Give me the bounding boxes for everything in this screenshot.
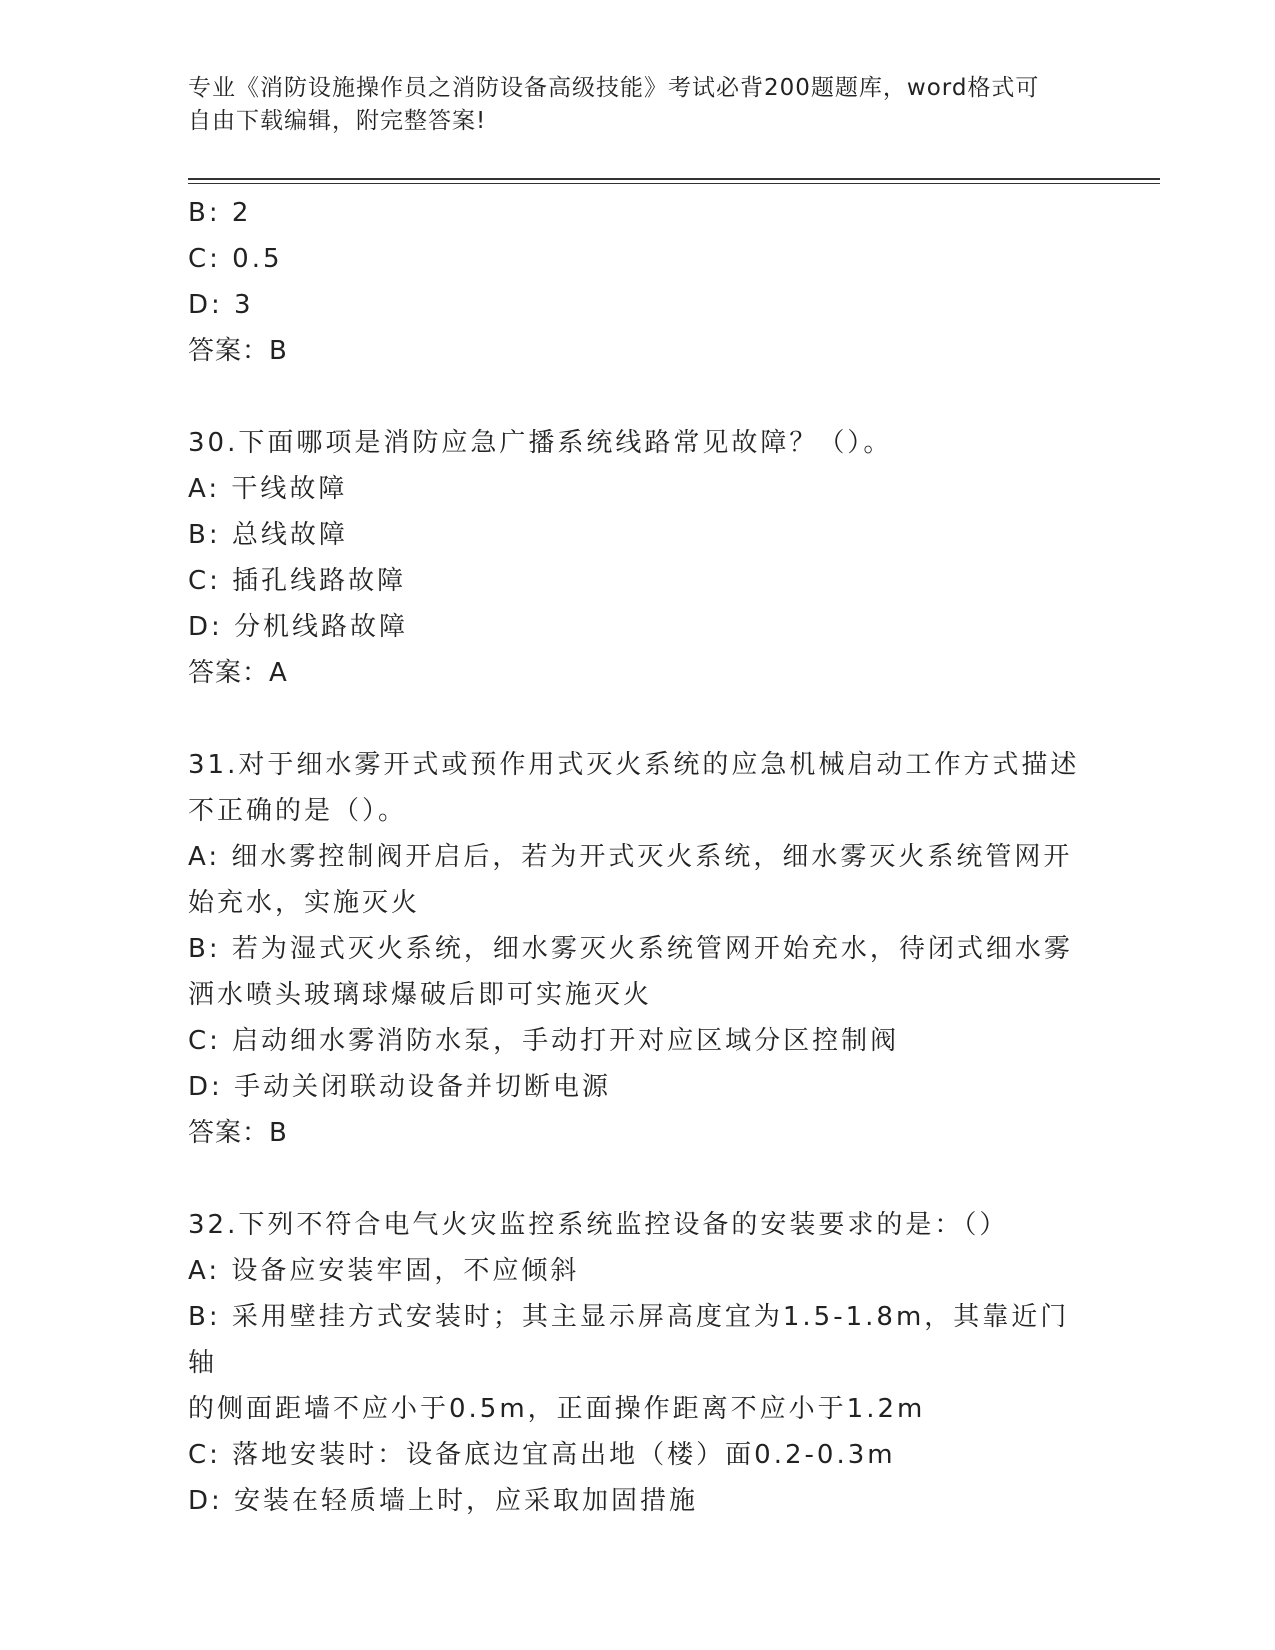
- carryover-block: [188, 190, 1088, 374]
- option-d: D: 手动关闭联动设备并切断电源: [188, 1072, 612, 1102]
- option-a-line-1: A: 细水雾控制阀开启后，若为开式灭火系统，细水雾灭火系统管网开: [188, 842, 1073, 872]
- question-stem-line-1: 31.对于细水雾开式或预作用式灭火系统的应急机械启动工作方式描述: [188, 750, 1080, 780]
- question-stem: 32.下列不符合电气火灾监控系统监控设备的安装要求的是：（）: [188, 1210, 1009, 1240]
- option-a-line-2: 始充水，实施灭火: [188, 888, 421, 918]
- option-a: A: 干线故障: [188, 474, 348, 504]
- option-c: C: 落地安装时：设备底边宜高出地（楼）面0.2-0.3m: [188, 1440, 896, 1470]
- option-d: D: 安装在轻质墙上时，应采取加固措施: [188, 1486, 699, 1516]
- header-line-1: 专业《消防设施操作员之消防设备高级技能》考试必背200题题库，word格式可: [188, 75, 1040, 101]
- document-header: [188, 72, 1068, 138]
- spacer: [188, 696, 1088, 742]
- answer-line: 答案：A: [188, 658, 288, 688]
- header-rule-thin: [188, 183, 1160, 184]
- spacer: [188, 1156, 1088, 1202]
- question-32: [188, 1202, 1088, 1524]
- header-line-2: 自由下载编辑，附完整答案!: [188, 108, 487, 134]
- answer-line: 答案：B: [188, 336, 288, 366]
- option-d: D: 分机线路故障: [188, 612, 409, 642]
- option-c: C: 0.5: [188, 244, 283, 274]
- option-b-line-2: 洒水喷头玻璃球爆破后即可实施灭火: [188, 980, 653, 1010]
- answer-line: 答案：B: [188, 1118, 288, 1148]
- question-stem-line-2: 不正确的是（）。: [188, 796, 408, 826]
- option-c: C: 插孔线路故障: [188, 566, 407, 596]
- spacer: [188, 374, 1088, 420]
- option-b: B: 2: [188, 198, 252, 228]
- header-rule-thick: [188, 178, 1160, 180]
- option-a: A: 设备应安装牢固，不应倾斜: [188, 1256, 580, 1286]
- option-b-line-1: B: 若为湿式灭火系统，细水雾灭火系统管网开始充水，待闭式细水雾: [188, 934, 1073, 964]
- option-c: C: 启动细水雾消防水泵，手动打开对应区域分区控制阀: [188, 1026, 900, 1056]
- option-b: B: 总线故障: [188, 520, 348, 550]
- option-d: D: 3: [188, 290, 254, 320]
- option-b-line-1: B: 采用壁挂方式安装时；其主显示屏高度宜为1.5-1.8m，其靠近门轴: [188, 1302, 1070, 1378]
- question-31: [188, 742, 1088, 1156]
- question-stem: 30.下面哪项是消防应急广播系统线路常见故障？（）。: [188, 428, 893, 458]
- option-b-line-2: 的侧面距墙不应小于0.5m，正面操作距离不应小于1.2m: [188, 1394, 926, 1424]
- document-body: [188, 190, 1088, 1524]
- question-30: [188, 420, 1088, 696]
